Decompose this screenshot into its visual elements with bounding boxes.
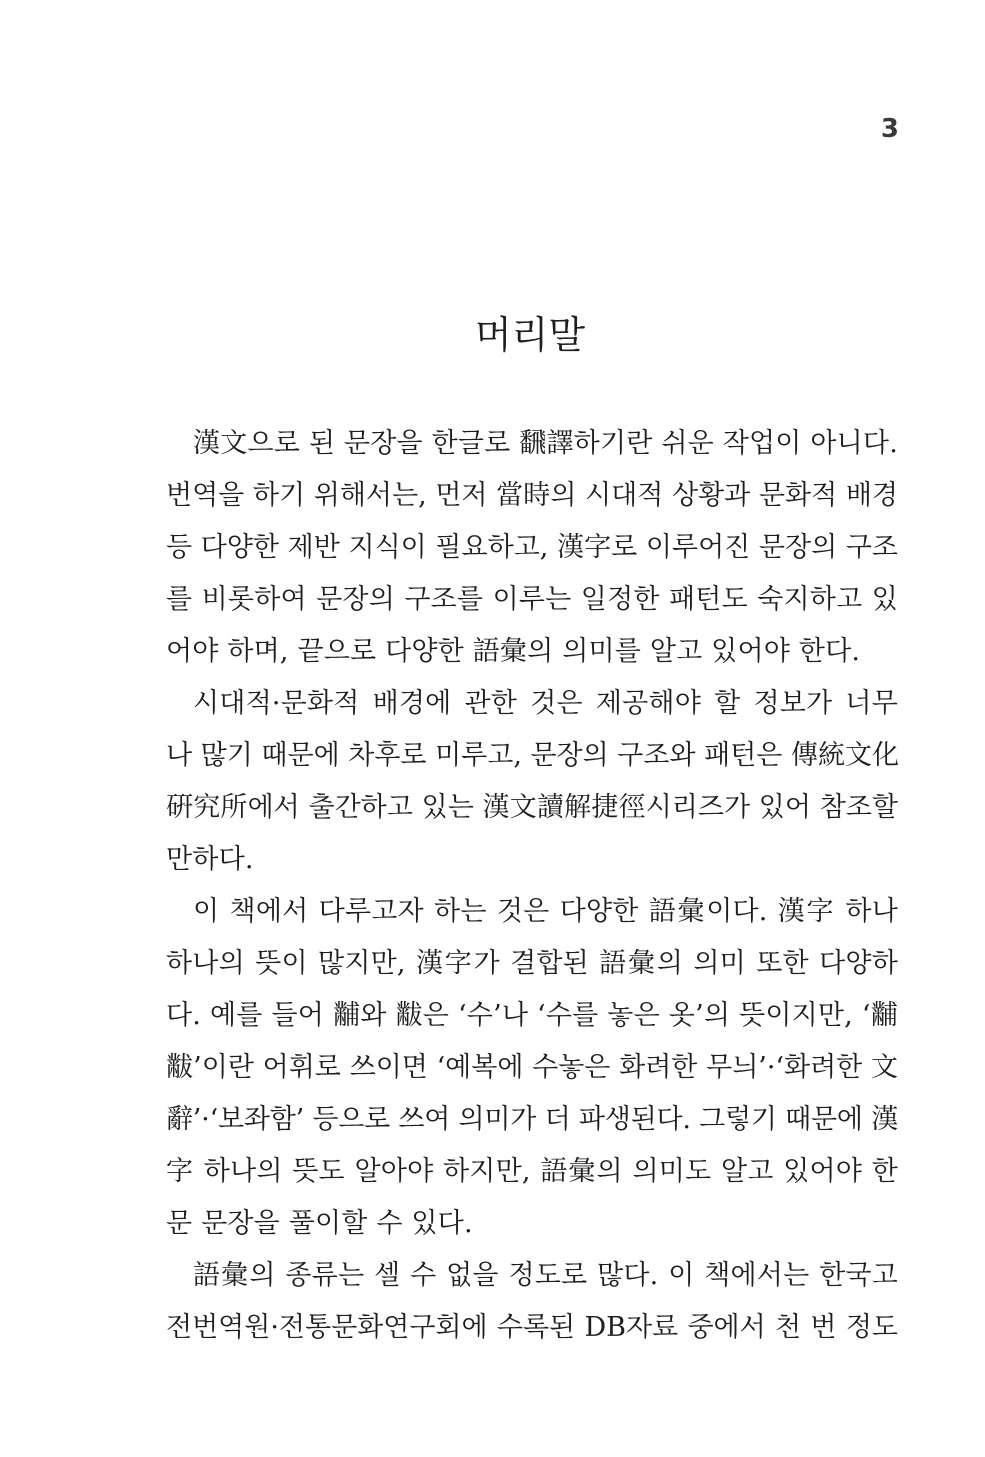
paragraph	[166, 1250, 898, 1354]
text-line: 이 책에서 다루고자 하는 것은 다양한 語彙이다. 漢字 하나	[193, 896, 898, 927]
paragraph	[166, 678, 898, 886]
text-line: 를 비롯하여 문장의 구조를 이루는 일정한 패턴도 숙지하고 있	[166, 584, 898, 615]
text-line: 전번역원·전통문화연구회에 수록된 DB자료 중에서 천 번 정도	[166, 1312, 898, 1343]
text-line: 나 많기 때문에 차후로 미루고, 문장의 구조와 패턴은 傳統文化	[166, 740, 899, 771]
text-line: 硏究所에서 출간하고 있는 漢文讀解捷徑시리즈가 있어 참조할	[166, 792, 898, 823]
paragraph	[166, 886, 898, 1250]
preface-body	[166, 418, 898, 1354]
text-line: 시대적·문화적 배경에 관한 것은 제공해야 할 정보가 너무	[193, 688, 898, 719]
text-line: 黻’이란 어휘로 쓰이면 ‘예복에 수놓은 화려한 무늬’·‘화려한 文	[166, 1052, 898, 1083]
text-line: 만하다.	[166, 844, 254, 875]
text-line: 漢文으로 된 문장을 한글로 飜譯하기란 쉬운 작업이 아니다.	[193, 428, 898, 459]
page-title: 머리말	[474, 313, 586, 357]
text-line: 등 다양한 제반 지식이 필요하고, 漢字로 이루어진 문장의 구조	[166, 532, 898, 563]
page-number: 3	[880, 114, 899, 144]
paragraph	[166, 418, 898, 678]
text-line: 辭’·‘보좌함’ 등으로 쓰여 의미가 더 파생된다. 그렇기 때문에 漢	[166, 1104, 898, 1135]
text-line: 어야 하며, 끝으로 다양한 語彙의 의미를 알고 있어야 한다.	[166, 636, 861, 667]
text-line: 다. 예를 들어 黼와 黻은 ‘수’나 ‘수를 놓은 옷’의 뜻이지만, ‘黼	[166, 1000, 898, 1031]
text-line: 문 문장을 풀이할 수 있다.	[166, 1208, 473, 1239]
text-line: 하나의 뜻이 많지만, 漢字가 결합된 語彙의 의미 또한 다양하	[166, 948, 898, 979]
text-line: 번역을 하기 위해서는, 먼저 當時의 시대적 상황과 문화적 배경	[166, 480, 898, 511]
text-line: 字 하나의 뜻도 알아야 하지만, 語彙의 의미도 알고 있어야 한	[166, 1156, 898, 1187]
text-line: 語彙의 종류는 셀 수 없을 정도로 많다. 이 책에서는 한국고	[193, 1260, 898, 1291]
